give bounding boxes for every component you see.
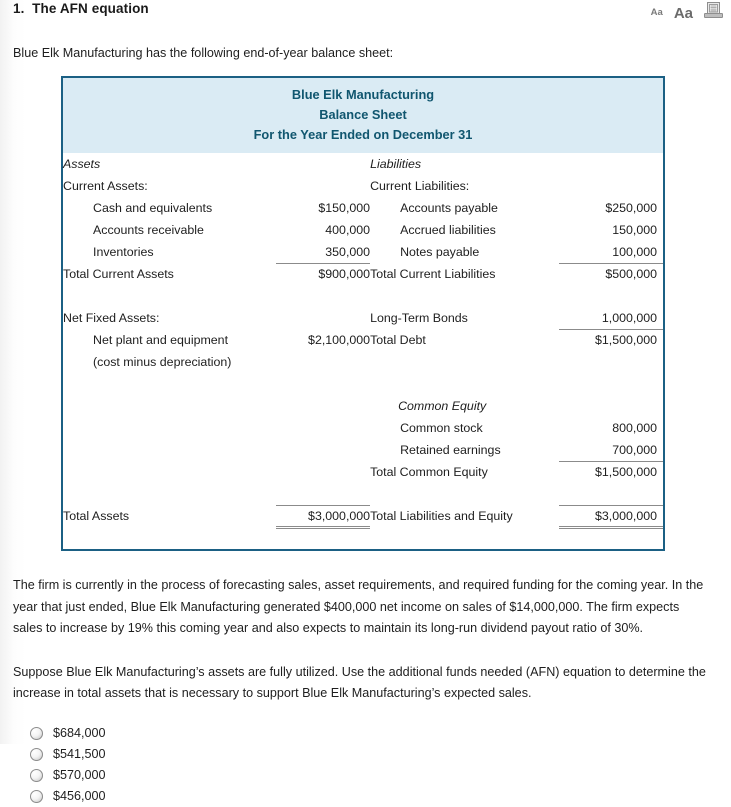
- table-row: [63, 153, 663, 175]
- total-common-equity-label: Total Common Equity: [370, 465, 488, 479]
- table-row: [63, 197, 663, 219]
- answer-choice-2-label: $541,500: [53, 747, 106, 761]
- total-assets-label: Total Assets: [63, 509, 130, 523]
- question-paragraph: Suppose Blue Elk Manufacturing’s assets are fully utilized. Use the additional funds needed (AFN) equation to determine the increase in total assets that is necessary to support Blue Elk Manufacturing’s expected sales.: [13, 664, 706, 700]
- answer-choice-4-label: $456,000: [53, 789, 106, 803]
- answer-choice-2[interactable]: [30, 744, 731, 765]
- row-spacer: [63, 285, 663, 307]
- radio-button-icon[interactable]: [30, 727, 43, 740]
- accounts-payable-value: $250,000: [605, 201, 657, 215]
- radio-button-icon[interactable]: [30, 748, 43, 761]
- table-row: [63, 505, 663, 527]
- total-debt-label: Total Debt: [370, 333, 426, 347]
- row-spacer: [63, 483, 663, 505]
- accounts-receivable-value: 400,000: [325, 223, 371, 237]
- table-row: [63, 417, 663, 439]
- total-current-assets-value: $900,000: [276, 263, 370, 285]
- answer-choice-1[interactable]: [30, 723, 731, 744]
- answer-choice-4[interactable]: [30, 786, 731, 807]
- notes-payable-label: Notes payable: [400, 245, 480, 259]
- long-term-bonds-label: Long-Term Bonds: [370, 311, 468, 325]
- answer-choice-3[interactable]: [30, 765, 731, 786]
- retained-earnings-label: Retained earnings: [400, 443, 501, 457]
- row-spacer: [63, 373, 663, 395]
- answer-choice-3-label: $570,000: [53, 768, 106, 782]
- company-name: Blue Elk Manufacturing: [291, 87, 435, 102]
- long-term-bonds-value: 1,000,000: [601, 310, 657, 325]
- cost-minus-depreciation-note: (cost minus depreciation): [93, 355, 232, 369]
- question-header: [0, 0, 731, 24]
- total-common-equity-value: $1,500,000: [559, 461, 663, 483]
- accounts-payable-label: Accounts payable: [400, 201, 498, 215]
- accrued-liabilities-label: Accrued liabilities: [400, 223, 496, 237]
- row-spacer: [63, 527, 663, 549]
- inventories-label: Inventories: [93, 245, 154, 259]
- cash-and-equivalents-label: Cash and equivalents: [93, 201, 213, 215]
- total-liabilities-and-equity-value: $3,000,000: [559, 505, 663, 527]
- decrease-font-size-icon[interactable]: Aa: [650, 7, 663, 19]
- total-liabilities-and-equity-label: Total Liabilities and Equity: [370, 509, 513, 523]
- radio-button-icon[interactable]: [30, 769, 43, 782]
- common-stock-value: 800,000: [612, 421, 657, 435]
- question-title-text: The AFN equation: [32, 1, 149, 16]
- cash-and-equivalents-value: $150,000: [318, 201, 371, 215]
- statement-name: Balance Sheet: [319, 107, 407, 122]
- retained-earnings-value: 700,000: [612, 442, 657, 457]
- table-row: [63, 351, 663, 373]
- current-liabilities-heading: Current Liabilities:: [370, 179, 470, 193]
- current-assets-heading: Current Assets:: [63, 179, 148, 193]
- net-plant-and-equipment-value: $2,100,000: [308, 333, 371, 347]
- total-current-liabilities-label: Total Current Liabilities: [370, 267, 496, 281]
- radio-button-icon[interactable]: [30, 790, 43, 803]
- total-debt-value: $1,500,000: [559, 329, 663, 351]
- question-number: 1.: [13, 1, 25, 16]
- liabilities-heading-value: [559, 153, 663, 175]
- assets-heading: Assets: [63, 157, 101, 171]
- liabilities-heading: Liabilities: [370, 157, 422, 171]
- assets-heading-value: [276, 153, 370, 175]
- table-row: [63, 175, 663, 197]
- total-assets-value: $3,000,000: [276, 505, 370, 527]
- statement-period: For the Year Ended on December 31: [253, 127, 473, 142]
- toolbar: [651, 2, 723, 24]
- print-icon[interactable]: [704, 2, 723, 24]
- table-row: [63, 263, 663, 285]
- intro-text: Blue Elk Manufacturing has the following end-of-year balance sheet:: [13, 46, 394, 60]
- answer-choices: [30, 723, 731, 807]
- table-row: [63, 307, 663, 329]
- table-row: [63, 329, 663, 351]
- scenario-paragraph: The firm is currently in the process of forecasting sales, asset requirements, and required funding for the coming year. In the year that just ended, Blue Elk Manufacturing generated $400,000 net income on sales of $14,000,000. The firm expects sales to increase by 19% this coming year and also expects to maintain its long-run dividend payout ratio of 30%.: [13, 578, 704, 635]
- table-row: [63, 395, 663, 417]
- notes-payable-value: 100,000: [612, 244, 657, 259]
- table-row: [63, 219, 663, 241]
- common-equity-heading: Common Equity: [398, 399, 487, 413]
- table-row: [63, 241, 663, 263]
- accounts-receivable-label: Accounts receivable: [93, 223, 204, 237]
- net-fixed-assets-heading: Net Fixed Assets:: [63, 311, 160, 325]
- common-stock-label: Common stock: [400, 421, 483, 435]
- inventories-value: 350,000: [325, 244, 371, 259]
- increase-font-size-icon[interactable]: Aa: [673, 4, 693, 22]
- answer-choice-1-label: $684,000: [53, 726, 106, 740]
- page-title: [13, 1, 149, 16]
- table-row: [63, 461, 663, 483]
- balance-sheet-header: [63, 78, 663, 153]
- accrued-liabilities-value: 150,000: [612, 223, 657, 237]
- balance-sheet-body: [63, 153, 663, 549]
- table-row: [63, 439, 663, 461]
- net-plant-and-equipment-label: Net plant and equipment: [93, 333, 229, 347]
- total-current-liabilities-value: $500,000: [559, 263, 663, 285]
- balance-sheet-table: [61, 76, 665, 551]
- total-current-assets-label: Total Current Assets: [63, 267, 174, 281]
